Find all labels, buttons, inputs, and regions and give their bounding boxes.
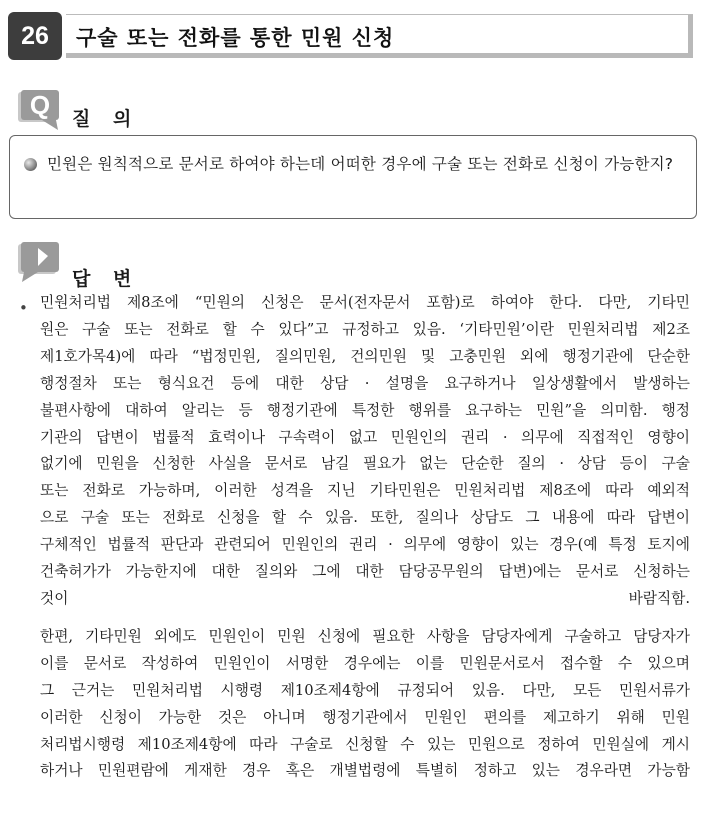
title-bar: [66, 14, 693, 58]
answer-text-line: 원은 구술 또는 전화로 할 수 있다”고 규정하고 있음. ‘기타민원’이란 민원처리법 제2조: [40, 320, 690, 338]
answer-text-line: 이러한 신청이 가능한 것은 아니며 행정기관에서 민원인 편의를 제고하기 위해 민원: [40, 708, 690, 726]
question-bullet-icon: [24, 158, 37, 171]
answer-speech-bubble-icon: [16, 240, 64, 284]
section-number-badge: 26: [8, 12, 62, 60]
question-text: 민원은 원칙적으로 문서로 하여야 하는데 어떠한 경우에 구술 또는 전화로 신청이 가능한지?: [47, 155, 674, 173]
answer-text-line: 한편, 기타민원 외에도 민원인이 민원 신청에 필요한 사항을 담당자에게 구술하고 담당자가: [40, 627, 690, 645]
answer-text-line: 처리법시행령 제10조제4항에 따라 구술로 신청할 수 있는 민원으로 정하여 민원실에 게시: [40, 735, 690, 753]
answer-text-line: 하거나 민원편람에 게재한 경우 혹은 개별법령에 특별히 정하고 있는 경우라면 가능함: [40, 762, 690, 780]
answer-text-line: 제1호가목4)에 따라 “법정민원, 질의민원, 건의민원 및 고충민원 외에 행정기관에 단순한: [40, 347, 690, 365]
answer-text-line: 행정절차 또는 형식요건 등에 대한 상담 · 설명을 요구하거나 일상생활에서 발생하는: [40, 374, 690, 392]
question-label: 질 의: [72, 108, 140, 130]
answer-text-line: 그 근거는 민원처리법 시행령 제10조제4항에 규정되어 있음. 다만, 모든 민원서류가: [40, 681, 690, 699]
answer-text-line: 기관의 답변이 법률적 효력이나 구속력이 없고 민원인의 권리 · 의무에 직접적인 영향이: [40, 428, 690, 446]
answer-text-line: 없기에 민원을 신청한 사실을 문서로 남길 필요가 없는 단순한 질의 · 상담 등이 구술: [40, 455, 690, 473]
page-title: 구술 또는 전화를 통한 민원 신청: [76, 26, 395, 50]
answer-text-line: 민원처리법 제8조에 “민원의 신청은 문서(전자문서 포함)로 하여야 한다. 다만, 기타민: [40, 294, 690, 311]
answer-text-line: 또는 전화로 가능하며, 이러한 성격을 지닌 기타민원은 민원처리법 제8조에 따라 예외적: [40, 482, 690, 500]
answer-body: [40, 290, 690, 785]
answer-text-line: 구체적인 법률적 판단과 관련되어 민원인의 권리 · 의무에 영향이 있는 경우(예 특정 토지에: [40, 536, 690, 554]
question-speech-bubble-icon: [16, 88, 64, 132]
svg-text:Q: Q: [29, 90, 51, 120]
answer-text-line: 이를 문서로 작성하여 민원인이 서명한 경우에는 이를 민원문서로서 접수할 수 있으며: [40, 654, 690, 672]
answer-text-line: 건축허가가 가능한지에 대한 질의와 그에 대한 담당공무원의 답변)에는 문서로 신청하는: [40, 563, 690, 581]
answer-text-line: 것이 바람직함.: [40, 589, 690, 607]
answer-paragraph-2: [40, 624, 690, 785]
question-box: [9, 135, 697, 219]
answer-label: 답 변: [72, 268, 140, 290]
answer-paragraph-1: [40, 290, 690, 613]
answer-bullet: •: [19, 299, 28, 317]
answer-text-line: 으로 구술 또는 전화로 신청을 할 수 있음. 또한, 질의나 상담도 그 내용에 따라 답변이: [40, 509, 690, 527]
answer-text-line: 불편사항에 대하여 알리는 등 행정기관에 특정한 행위를 요구하는 민원”을 의미함. 행정: [40, 401, 690, 419]
